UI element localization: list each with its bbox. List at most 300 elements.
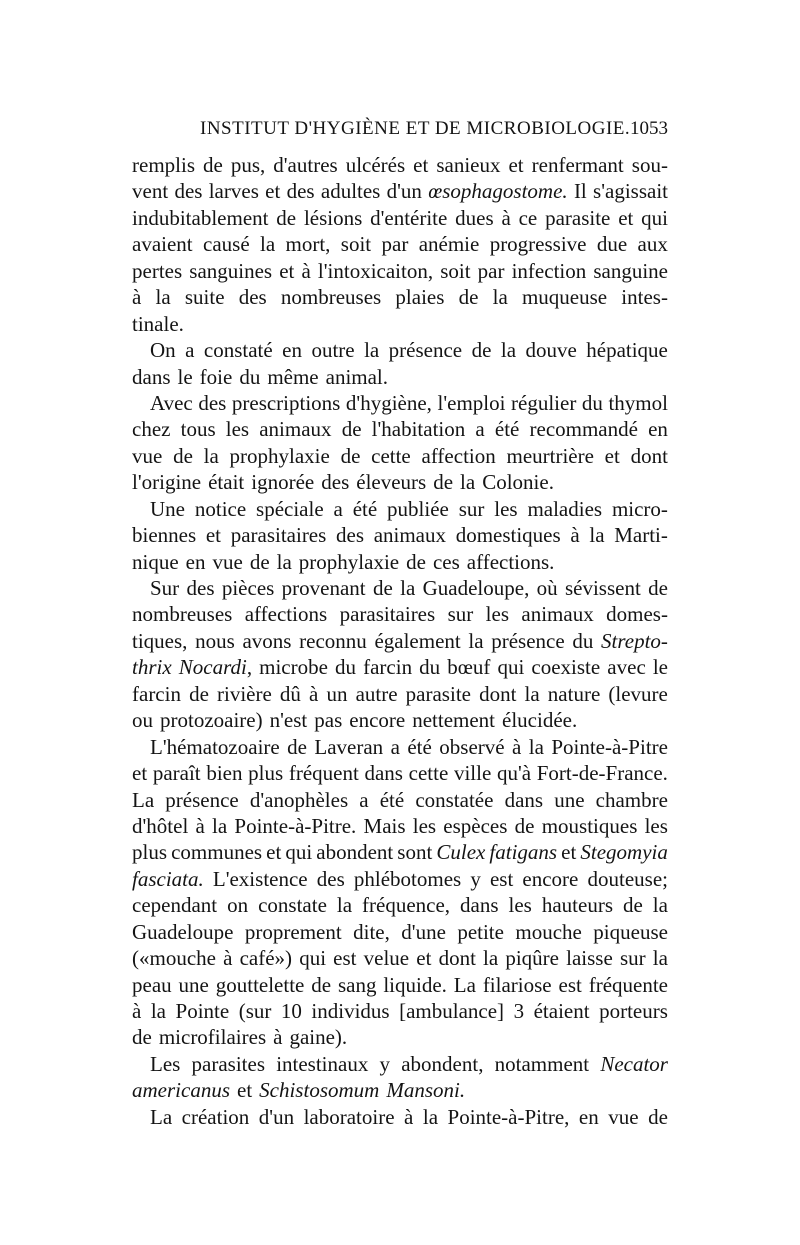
word: une	[554, 787, 585, 812]
word: et	[237, 1078, 253, 1103]
word: de	[203, 153, 223, 177]
word: était	[208, 470, 245, 495]
word: du	[239, 364, 261, 389]
word: recommandé	[529, 417, 638, 442]
word: Guadeloupe	[132, 919, 234, 944]
word: la	[652, 893, 668, 918]
word: sur	[447, 602, 474, 627]
word: a	[359, 787, 369, 812]
word: parasitaires	[339, 602, 436, 627]
word: suite	[184, 285, 225, 310]
word: et	[561, 840, 577, 865]
word: Mansoni.	[386, 1078, 466, 1103]
word: avaient	[132, 232, 193, 257]
word: avec	[607, 655, 646, 680]
word: adultes	[320, 179, 381, 204]
word: Une	[150, 496, 185, 521]
body-text	[132, 152, 668, 1130]
word: du	[419, 655, 441, 680]
word: [ambulance]	[399, 999, 505, 1023]
word: sur	[458, 496, 485, 521]
word: dans	[504, 787, 544, 812]
word: («mouche	[132, 946, 216, 971]
word: Mais	[363, 813, 406, 838]
word: de	[287, 734, 307, 759]
text-line	[132, 390, 668, 416]
word: dues	[455, 205, 494, 230]
word: d'une	[401, 919, 446, 944]
word: Sur	[150, 576, 180, 600]
word: animaux	[373, 523, 446, 548]
word: Laveran	[314, 734, 384, 759]
text-line	[132, 1051, 668, 1077]
word: microbe	[259, 655, 328, 680]
word: présence	[165, 787, 239, 812]
word: d'un	[258, 1104, 295, 1129]
word: nique	[132, 549, 179, 574]
word: Fort-de-France.	[536, 761, 668, 786]
word: de	[622, 893, 643, 918]
word: la	[460, 470, 476, 495]
word: chez	[132, 417, 171, 442]
word: sou-	[631, 153, 668, 177]
word: la	[528, 734, 544, 759]
word: à	[512, 734, 522, 759]
word: pièces	[221, 576, 275, 600]
word: d'hygiène,	[345, 390, 432, 415]
word: pus,	[230, 153, 266, 177]
word: café»)	[239, 946, 293, 971]
word: lésions	[303, 205, 363, 230]
word: Stegomyia	[580, 840, 668, 865]
word: parasite	[545, 205, 611, 230]
word: constate	[258, 893, 327, 918]
word: de	[311, 972, 332, 997]
word: prescriptions	[231, 390, 341, 415]
word: thrix	[132, 655, 172, 680]
word: de	[458, 285, 479, 310]
word: Guadeloupe,	[422, 576, 530, 600]
word: les	[485, 602, 509, 627]
word: tiques,	[132, 628, 188, 653]
word: phlébotomes	[353, 866, 462, 891]
word: gaine).	[289, 1025, 348, 1050]
word: animaux	[259, 417, 332, 442]
word: les	[644, 813, 668, 838]
word: cette	[371, 443, 411, 468]
word: maladies	[527, 496, 603, 521]
word: moustiques	[541, 813, 638, 838]
word: y	[470, 866, 481, 891]
word: et	[604, 443, 620, 468]
word: nombreuses	[132, 602, 233, 627]
word: la	[500, 338, 517, 363]
word: nature	[547, 681, 601, 706]
word: des	[174, 179, 203, 204]
text-line	[132, 760, 668, 786]
word: du	[572, 628, 594, 653]
word: Pointe	[175, 999, 230, 1023]
word: domestiques	[455, 523, 561, 548]
word: sang	[337, 972, 377, 997]
word: des	[198, 390, 227, 415]
word: affection	[421, 443, 496, 468]
word: piqûre	[505, 946, 559, 971]
word: de	[340, 443, 361, 468]
word: sanguine	[593, 258, 668, 283]
word: biennes	[132, 523, 197, 548]
word: La	[132, 787, 155, 812]
word: à	[223, 946, 233, 971]
text-line	[132, 284, 668, 310]
word: qui	[299, 946, 327, 971]
word: provenant	[281, 576, 366, 600]
word: a	[390, 734, 400, 759]
word: qui	[641, 205, 668, 230]
text-line	[132, 628, 668, 654]
word: s'agissait	[593, 179, 668, 204]
word: muqueuse	[521, 285, 608, 310]
text-line	[132, 601, 668, 627]
word: dite,	[353, 919, 390, 944]
word: publiée	[387, 496, 449, 521]
word: intestinaux	[276, 1051, 369, 1076]
word: encore	[522, 866, 579, 891]
word: 10	[280, 999, 302, 1023]
word: hauteurs	[541, 893, 613, 918]
word: velue	[363, 946, 410, 971]
word: à	[501, 205, 511, 230]
word: tinale.	[132, 311, 184, 336]
word	[179, 654, 252, 680]
word: on	[227, 893, 249, 918]
text-line	[132, 892, 668, 918]
word: en	[648, 417, 668, 442]
word: hépatique	[586, 338, 668, 363]
word: nombreuses	[280, 285, 382, 310]
text-line	[132, 311, 668, 337]
word: douteuse;	[587, 866, 668, 891]
text-line	[132, 1077, 668, 1103]
word: dont	[479, 681, 517, 706]
text-line	[132, 787, 668, 813]
word: n'est	[269, 708, 308, 733]
word: et	[266, 840, 282, 865]
word: l'intoxicaiton,	[317, 258, 434, 283]
word: vue	[212, 549, 243, 574]
text-line	[132, 496, 668, 522]
word: la	[524, 681, 540, 706]
word: Culex	[436, 840, 486, 865]
word: notice	[194, 496, 247, 521]
word: laboratoire	[303, 1104, 395, 1129]
word: affections	[244, 602, 328, 627]
word: 3	[513, 999, 525, 1023]
word: ces	[432, 549, 460, 574]
word: plus	[248, 761, 284, 786]
word: l'origine	[132, 470, 202, 495]
word: fréquence,	[362, 893, 451, 918]
word: progressive	[489, 232, 587, 257]
word: a	[333, 496, 343, 521]
word: constaté	[203, 338, 273, 363]
word: à	[273, 1025, 283, 1050]
word: Il	[573, 179, 587, 204]
word: filariose	[482, 972, 552, 997]
word: abondent	[316, 840, 394, 865]
word: peau	[132, 972, 172, 997]
word: aux	[637, 232, 668, 257]
word: dû	[279, 681, 301, 706]
word: été	[352, 496, 378, 521]
word: ,	[246, 655, 253, 680]
text-line	[132, 549, 668, 575]
word: L'hématozoaire	[150, 734, 280, 759]
word: les	[412, 813, 437, 838]
word: On	[150, 338, 176, 363]
word: des	[321, 470, 350, 495]
word: l'emploi	[437, 390, 506, 415]
word: la	[652, 946, 668, 971]
word: ce	[518, 205, 538, 230]
word: Colonie.	[482, 470, 554, 495]
word: pertes	[132, 258, 183, 283]
word: Necator	[600, 1051, 668, 1076]
word: mort,	[285, 232, 331, 257]
word: de	[132, 1025, 152, 1050]
word: la	[260, 232, 276, 257]
word: des	[316, 866, 345, 891]
text-line	[132, 469, 668, 495]
word: d'anophèles	[249, 787, 349, 812]
word: les	[508, 893, 532, 918]
text-line	[132, 1024, 668, 1050]
word: tous	[180, 417, 216, 442]
word: éleveurs	[356, 470, 427, 495]
word: œsophagostome.	[428, 179, 568, 204]
word: présence	[388, 338, 463, 363]
word: Les	[150, 1051, 181, 1076]
word: Strepto-	[601, 628, 668, 653]
word: la	[276, 549, 292, 574]
word: vue	[132, 443, 163, 468]
word: fréquente	[588, 972, 668, 997]
text-line	[132, 945, 668, 971]
word: le	[652, 655, 668, 680]
word: cette	[408, 761, 449, 786]
word: où	[536, 576, 558, 600]
word: de	[189, 681, 209, 706]
word: individus	[311, 999, 390, 1023]
word: même	[267, 364, 319, 389]
word: La	[150, 1104, 173, 1129]
word: de	[276, 205, 297, 230]
word: bœuf	[447, 655, 491, 680]
word: animal.	[325, 364, 389, 389]
page-number: 1053	[630, 118, 668, 139]
word: remplis	[132, 153, 195, 177]
word: de	[433, 470, 454, 495]
word: à	[132, 999, 142, 1023]
word: plaies	[395, 285, 445, 310]
word: Schistosomum	[259, 1078, 380, 1103]
word: étaient	[533, 999, 590, 1023]
text-line	[132, 522, 668, 548]
word: et	[132, 761, 148, 786]
word: la	[492, 285, 508, 310]
word: à	[309, 681, 319, 706]
word: à	[404, 1104, 414, 1129]
word: et	[416, 946, 432, 971]
text-line	[132, 258, 668, 284]
word: liquide.	[383, 972, 447, 997]
word: proprement	[244, 919, 342, 944]
word: protozoaire)	[160, 708, 263, 733]
word: est	[489, 866, 514, 891]
word: a	[475, 417, 485, 442]
word: des	[286, 179, 315, 204]
word: parasitaires	[230, 523, 327, 548]
word: par	[477, 258, 505, 283]
word: les	[494, 496, 518, 521]
text-line	[132, 364, 668, 390]
word: sanieux	[436, 153, 501, 177]
word: fréquent	[288, 761, 359, 786]
word: de	[406, 549, 426, 574]
word: à	[301, 258, 311, 283]
word: qu'à	[496, 761, 532, 786]
word: fatigans	[489, 840, 558, 865]
word: animaux	[521, 602, 594, 627]
word: et	[205, 523, 221, 548]
word: est	[558, 972, 582, 997]
text-line	[132, 654, 668, 680]
word: ulcérés	[345, 153, 406, 177]
word: observé	[439, 734, 505, 759]
word: est	[333, 946, 357, 971]
word: qui	[497, 655, 525, 680]
word: du	[335, 655, 357, 680]
word: intes-	[621, 285, 668, 310]
word: reconnu	[299, 628, 367, 653]
word: thymol	[608, 390, 668, 415]
word: la	[468, 628, 484, 653]
word: dans	[364, 761, 403, 786]
word: d'autres	[273, 153, 338, 177]
word: également	[374, 628, 461, 653]
word: communes	[171, 840, 263, 865]
word: meurtrière	[506, 443, 594, 468]
word: en	[282, 338, 302, 363]
word: avons	[242, 628, 292, 653]
word: parasite	[405, 681, 471, 706]
word: microfilaires	[158, 1025, 267, 1050]
word: qui	[285, 840, 313, 865]
word: dont	[630, 443, 668, 468]
word: anémie	[418, 232, 480, 257]
word: spéciale	[256, 496, 324, 521]
word: la	[400, 576, 416, 600]
word: parasites	[191, 1051, 265, 1076]
text-line	[132, 919, 668, 945]
word: et	[265, 179, 281, 204]
word: de	[648, 576, 668, 600]
word: porteurs	[599, 999, 668, 1023]
word: rivière	[217, 681, 272, 706]
word: la	[364, 338, 380, 363]
word: due	[596, 232, 628, 257]
text-line	[132, 866, 668, 892]
text-line	[132, 681, 668, 707]
text-line	[132, 443, 668, 469]
word: été	[407, 734, 432, 759]
word: la	[203, 443, 219, 468]
word: une	[178, 972, 209, 997]
word: nettement	[412, 708, 496, 733]
word: Pointe-à-Pitre,	[447, 1104, 570, 1129]
text-line	[132, 337, 668, 363]
word: outre	[311, 338, 355, 363]
word: encore	[349, 708, 406, 733]
text-line	[132, 152, 668, 178]
word: de	[341, 417, 362, 442]
word: soit	[440, 258, 471, 283]
running-title: INSTITUT D'HYGIÈNE ET DE MICROBIOLOGIE.	[200, 118, 631, 139]
word: des	[186, 576, 215, 600]
word: et	[508, 153, 524, 177]
word: prophylaxie	[229, 443, 330, 468]
word: en	[578, 1104, 599, 1129]
word: et	[279, 258, 295, 283]
word: Pointe-à-Pitre.	[234, 813, 357, 838]
word: piqueuse	[593, 919, 668, 944]
word: été	[379, 787, 405, 812]
word: Marti-	[614, 523, 668, 548]
word: l'habitation	[371, 417, 466, 442]
word: de	[648, 1104, 668, 1129]
word: été	[494, 417, 520, 442]
word: ignorée	[251, 470, 315, 495]
word: domes-	[606, 602, 668, 627]
word: et	[618, 205, 634, 230]
word: à	[132, 285, 142, 310]
word: des	[336, 523, 364, 548]
text-line	[132, 178, 668, 204]
word: et	[413, 153, 429, 177]
word: des	[238, 285, 267, 310]
text-line	[132, 734, 668, 760]
word: coexiste	[531, 655, 601, 680]
word: y	[379, 1051, 391, 1076]
word: la	[155, 285, 171, 310]
word: le	[177, 364, 193, 389]
word: chambre	[595, 787, 668, 812]
word: affections.	[466, 549, 555, 574]
word: élucidée.	[502, 708, 578, 733]
word: en	[185, 549, 206, 574]
word: cependant	[132, 893, 218, 918]
word: americanus	[132, 1078, 230, 1103]
word: la	[212, 813, 228, 838]
word: La	[453, 972, 476, 997]
word: douve	[525, 338, 577, 363]
word: gouttelette	[215, 972, 305, 997]
word: fasciata.	[132, 866, 204, 891]
word: la	[422, 1104, 439, 1129]
word: renfermant	[531, 153, 624, 177]
text-line	[132, 231, 668, 257]
word: bien	[206, 761, 243, 786]
